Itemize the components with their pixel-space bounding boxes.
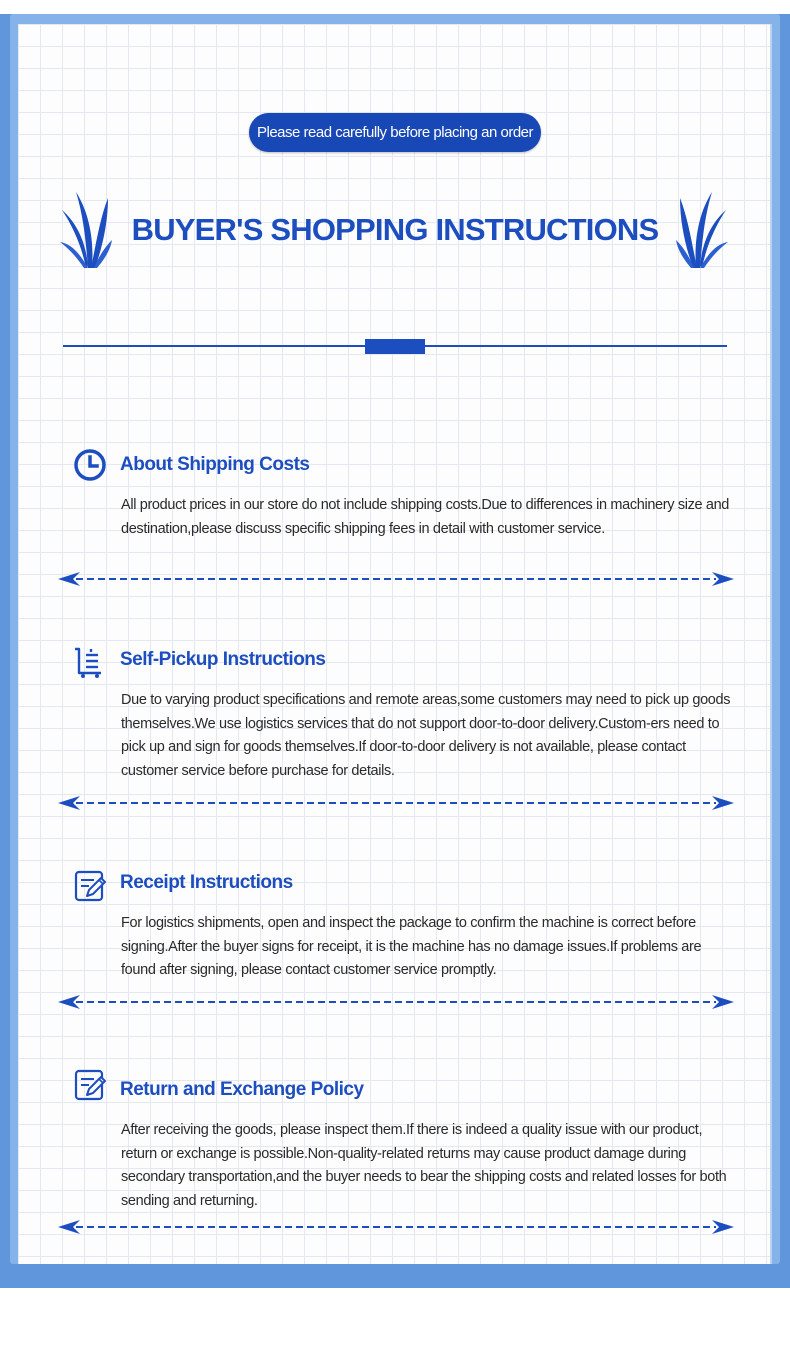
clock-icon — [73, 448, 107, 482]
section-title-return-exchange: Return and Exchange Policy — [120, 1079, 364, 1100]
checklist-cart-icon — [73, 645, 107, 679]
grid-panel — [18, 24, 772, 1264]
section-body-self-pickup: Due to varying product specifications and remote areas,some customers may need to pick up goods themselves.We use logistics services that do not support door-to-door delivery.Custom-ers need to pick up and sign for goods themselves.If door-to-door delivery is not available, please contact customer service before purchase for details. — [121, 692, 731, 779]
edit-document-icon — [73, 1068, 107, 1102]
notice-pill: Please read carefully before placing an order — [249, 113, 541, 152]
section-body-return-exchange: After receiving the goods, please inspect them.If there is indeed a quality issue with our product, return or exchange is possible.Non-quality-related returns may cause product damage during secondary transportation,and the buyer needs to bear the shipping costs and related losses for both sending and returning. — [121, 1122, 727, 1209]
right-leaf-icon — [676, 188, 728, 270]
section-body-receipt: For logistics shipments, open and inspect the package to confirm the machine is correct before signing.After the buyer signs for receipt, it is the machine has no damage issues.If problems are found after signing, please contact customer service promptly. — [121, 915, 702, 978]
section-title-shipping-costs: About Shipping Costs — [120, 454, 310, 475]
page-title: BUYER'S SHOPPING INSTRUCTIONS — [131, 212, 659, 247]
arrow-divider — [58, 1219, 734, 1235]
arrow-divider — [58, 571, 734, 587]
arrow-divider — [58, 795, 734, 811]
section-body-shipping-costs: All product prices in our store do not include shipping costs.Due to differences in machinery size and destination,please discuss specific shipping fees in detail with customer service. — [121, 497, 730, 537]
title-underline-marker — [365, 339, 425, 354]
edit-document-icon — [73, 869, 107, 903]
section-title-receipt: Receipt Instructions — [120, 872, 293, 893]
arrow-divider — [58, 994, 734, 1010]
section-title-self-pickup: Self-Pickup Instructions — [120, 649, 326, 670]
